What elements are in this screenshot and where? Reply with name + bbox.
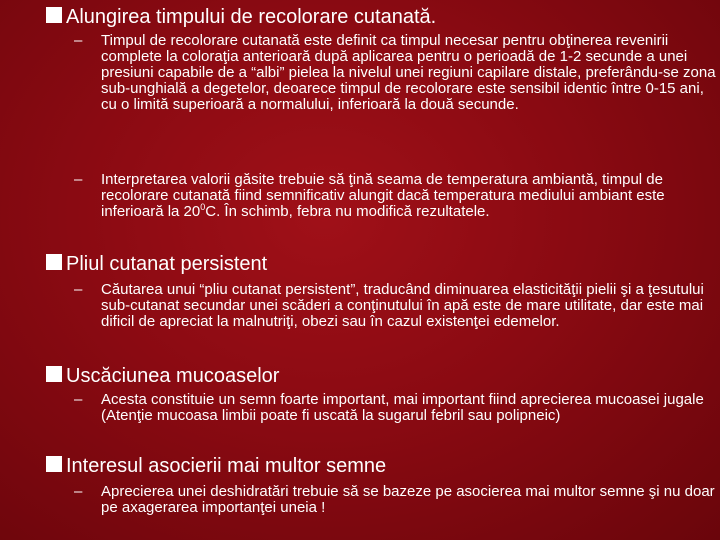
text-before-superscript: Interpretarea valorii găsite trebuie să ţină seama de temperatura ambiantă, timpul de recolorare cutanată fiind semnificativ alungit dacă temperatura mediului ambiant este inferioară la 20 [101,171,665,220]
sub-item-text: Căutarea unui “pliu cutanat persistent”, traducând diminuarea elasticităţii pielii şi a ţesutului sub-cutanat secundar unei scăderi a conţinutului în apă este de mare utilitate, dar este mai dificil de apreciat la malnutriţi, obezi sau în cazul existenţei edemelor. [101,281,704,330]
heading-alungirea [46,6,436,28]
dash-bullet-icon: – [74,391,83,408]
dash-bullet-icon: – [74,171,83,188]
square-bullet-icon [46,7,62,23]
sub-item-text: Acesta constituie un semn foarte important, mai important fiind aprecierea mucoasei jugale (Atenţie mucoasa limbii poate fi uscată la sugarul febril sau polipneic) [101,391,704,424]
heading-interesul [46,455,386,477]
sub-item-text: Aprecierea unei deshidratări trebuie să se bazeze pe asocierea mai multor semne şi nu doar pe axagerarea importanţei uneia ! [101,483,715,516]
square-bullet-icon [46,254,62,270]
heading-pliul [46,253,267,275]
superscript-degree: 0 [200,202,206,212]
heading-text: Pliul cutanat persistent [66,253,268,275]
square-bullet-icon [46,366,62,382]
heading-text: Alungirea timpului de recolorare cutanată. [66,6,437,28]
heading-text: Interesul asocierii mai multor semne [66,455,387,477]
heading-uscaciunea [46,365,279,387]
dash-bullet-icon: – [74,483,83,500]
sub-item-text: Timpul de recolorare cutanată este definit ca timpul necesar pentru obţinerea revenirii complete la coloraţia anterioară după aplicarea pentru o perioadă de 1-2 secunde a unei presiuni capabile de a “albi” pielea la nivelul unei regiuni capilare distale, preferându-se zona sub-unghială a degetelor, deoarece timpul de recolorare este sensibil identic între 0-15 ani, cu o limită superioară a normalului, inferioară la două secunde. [101,32,716,113]
sub-item-text [101,172,720,220]
text-after-superscript: C. În schimb, febra nu modifică rezultatele. [205,203,490,220]
dash-bullet-icon: – [74,281,83,298]
dash-bullet-icon: – [74,32,83,49]
square-bullet-icon [46,456,62,472]
heading-text: Uscăciunea mucoaselor [66,365,280,387]
